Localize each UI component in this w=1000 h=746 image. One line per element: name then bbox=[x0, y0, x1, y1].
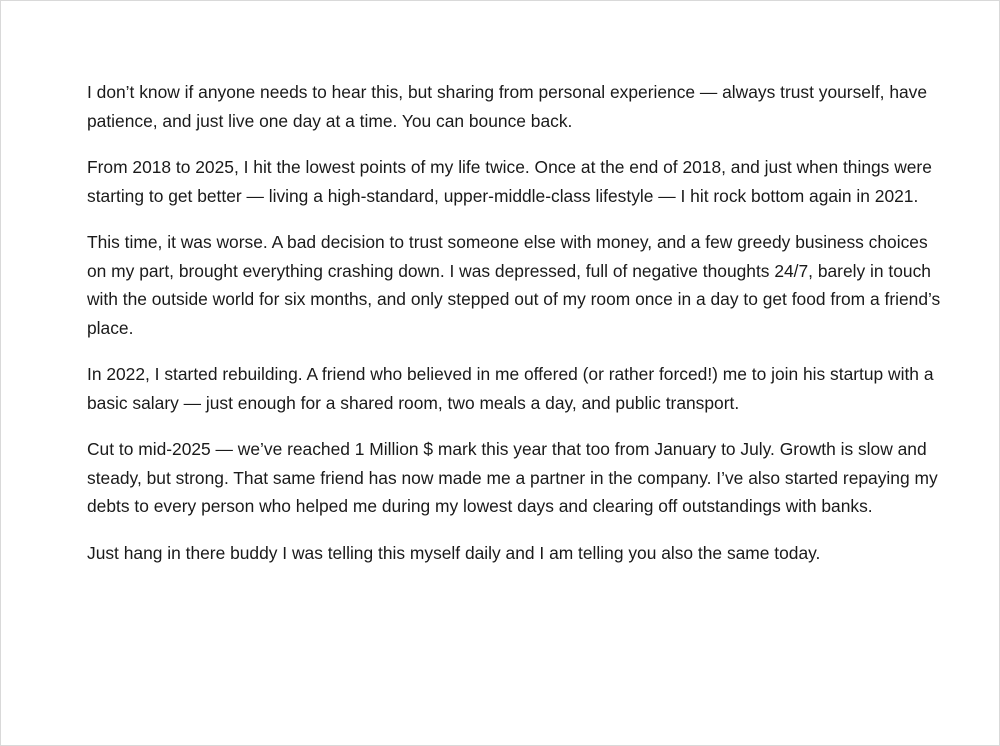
paragraph-2: From 2018 to 2025, I hit the lowest points of my life twice. Once at the end of 2018, and just when things were starting to get better — living a high-standard, upper-middle-class lifestyle — I hit rock bottom again in 2021. bbox=[87, 157, 932, 206]
paragraph-6: Just hang in there buddy I was telling this myself daily and I am telling you also the same today. bbox=[87, 542, 821, 563]
paragraph-3: This time, it was worse. A bad decision to trust someone else with money, and a few greedy business choices on my part, brought everything crashing down. I was depressed, full of negative thoughts 24/7, barely in touch with the outside world for six months, and only stepped out of my room once in a day to get food from a friend’s place. bbox=[87, 232, 941, 338]
document-body bbox=[87, 78, 947, 585]
paragraph-1: I don’t know if anyone needs to hear this, but sharing from personal experience — always trust yourself, have patience, and just live one day at a time. You can bounce back. bbox=[87, 82, 928, 131]
paragraph-5: Cut to mid-2025 — we’ve reached 1 Million $ mark this year that too from January to July. Growth is slow and steady, but strong. That same friend has now made me a partner in the company. I’ve also started repaying my debts to every person who helped me during my lowest days and clearing off outstandings with banks. bbox=[87, 439, 938, 516]
paragraph-4: In 2022, I started rebuilding. A friend who believed in me offered (or rather forced!) me to join his startup with a basic salary — just enough for a shared room, two meals a day, and public transport. bbox=[87, 364, 934, 413]
